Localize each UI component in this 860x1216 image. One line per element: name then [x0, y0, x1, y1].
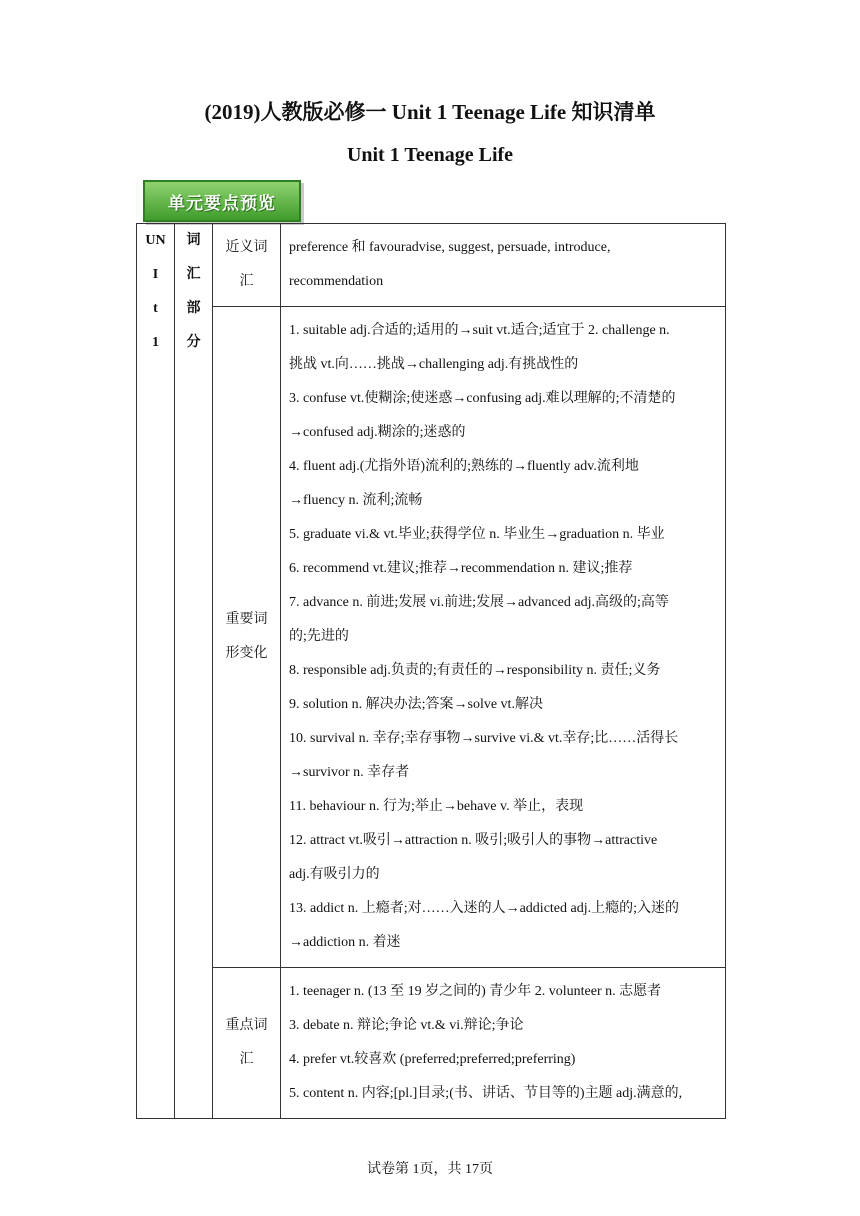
section-label-key-words	[213, 968, 281, 1119]
unit-label-cell	[137, 224, 175, 1119]
document-subtitle: Unit 1 Teenage Life	[346, 144, 514, 166]
content-line: adj.有吸引力的	[289, 867, 380, 882]
content-line: 8. responsible adj.负责的;有责任的→responsibility n. 责任;义务	[289, 663, 661, 678]
document-title: (2019)人教版必修一 Unit 1 Teenage Life 知识清单	[204, 100, 656, 124]
section-label-line: 形变化	[225, 646, 268, 661]
content-line: 6. recommend vt.建议;推荐→recommendation n. 建议;推荐	[289, 561, 633, 576]
table-row-key-words	[137, 968, 726, 1119]
content-line: →fluency n. 流利;流畅	[289, 493, 423, 508]
unit-label-char: 1	[152, 335, 159, 350]
section-label-line: 汇	[239, 1052, 254, 1067]
part-label-char: 部	[186, 301, 201, 316]
content-line: 5. graduate vi.& vt.毕业;获得学位 n. 毕业生→graduation n. 毕业	[289, 527, 665, 542]
section-content-word-forms	[281, 307, 726, 968]
part-label-char: 词	[186, 233, 201, 248]
content-line: 10. survival n. 幸存;幸存事物→survive vi.& vt.幸存;比……活得长	[289, 731, 679, 746]
part-label-char: 汇	[186, 267, 201, 282]
content-line: 9. solution n. 解决办法;答案→solve vt.解决	[289, 697, 543, 712]
section-label-line: 汇	[239, 274, 254, 289]
content-line: 13. addict n. 上瘾者;对……入迷的人→addicted adj.上瘾的;入迷的	[289, 901, 680, 916]
section-label-line: 近义词	[225, 240, 268, 255]
content-line: →addiction n. 着迷	[289, 935, 401, 950]
section-label-line: 重要词	[225, 612, 268, 627]
table-row-synonyms	[137, 224, 726, 307]
section-label-word-forms	[213, 307, 281, 968]
section-banner-label: 单元要点预览	[168, 193, 276, 214]
content-line: 的;先进的	[289, 629, 349, 644]
content-line: 11. behaviour n. 行为;举止→behave v. 举止，表现	[289, 799, 584, 814]
page-footer: 试卷第 1页，共 17页	[367, 1162, 493, 1177]
content-line: →survivor n. 幸存者	[289, 765, 410, 780]
content-line: 5. content n. 内容;[pl.]目录;(书、讲话、节目等的)主题 adj.满意的,	[289, 1086, 683, 1101]
content-line: recommendation	[289, 274, 384, 289]
unit-label-char: I	[152, 267, 159, 282]
section-banner	[143, 180, 301, 222]
content-line: 12. attract vt.吸引→attraction n. 吸引;吸引人的事物→attractive	[289, 833, 658, 848]
content-line: 挑战 vt.向……挑战→challenging adj.有挑战性的	[289, 357, 579, 372]
content-line: 4. prefer vt.较喜欢 (preferred;preferred;preferring)	[289, 1052, 576, 1067]
vocabulary-table	[136, 223, 726, 1119]
unit-label-char: UN	[145, 233, 166, 248]
part-label-cell	[175, 224, 213, 1119]
content-line: 1. suitable adj.合适的;适用的→suit vt.适合;适宜于 2. challenge n.	[289, 323, 670, 338]
section-content-synonyms	[281, 224, 726, 307]
section-content-key-words	[281, 968, 726, 1119]
content-line: →confused adj.糊涂的;迷惑的	[289, 425, 466, 440]
table-row-word-forms	[137, 307, 726, 968]
content-line: 7. advance n. 前进;发展 vi.前进;发展→advanced adj.高级的;高等	[289, 595, 669, 610]
content-line: preference 和 favouradvise, suggest, persuade, introduce,	[289, 240, 611, 255]
content-line: 3. confuse vt.使糊涂;使迷惑→confusing adj.难以理解的;不清楚的	[289, 391, 676, 406]
content-line: 4. fluent adj.(尤指外语)流利的;熟练的→fluently adv.流利地	[289, 459, 639, 474]
content-line: 3. debate n. 辩论;争论 vt.& vi.辩论;争论	[289, 1018, 524, 1033]
part-label-char: 分	[186, 335, 201, 350]
content-line: 1. teenager n. (13 至 19 岁之间的) 青少年 2. volunteer n. 志愿者	[289, 984, 662, 999]
unit-label-char: t	[153, 301, 158, 316]
section-label-line: 重点词	[225, 1018, 268, 1033]
section-label-synonyms	[213, 224, 281, 307]
